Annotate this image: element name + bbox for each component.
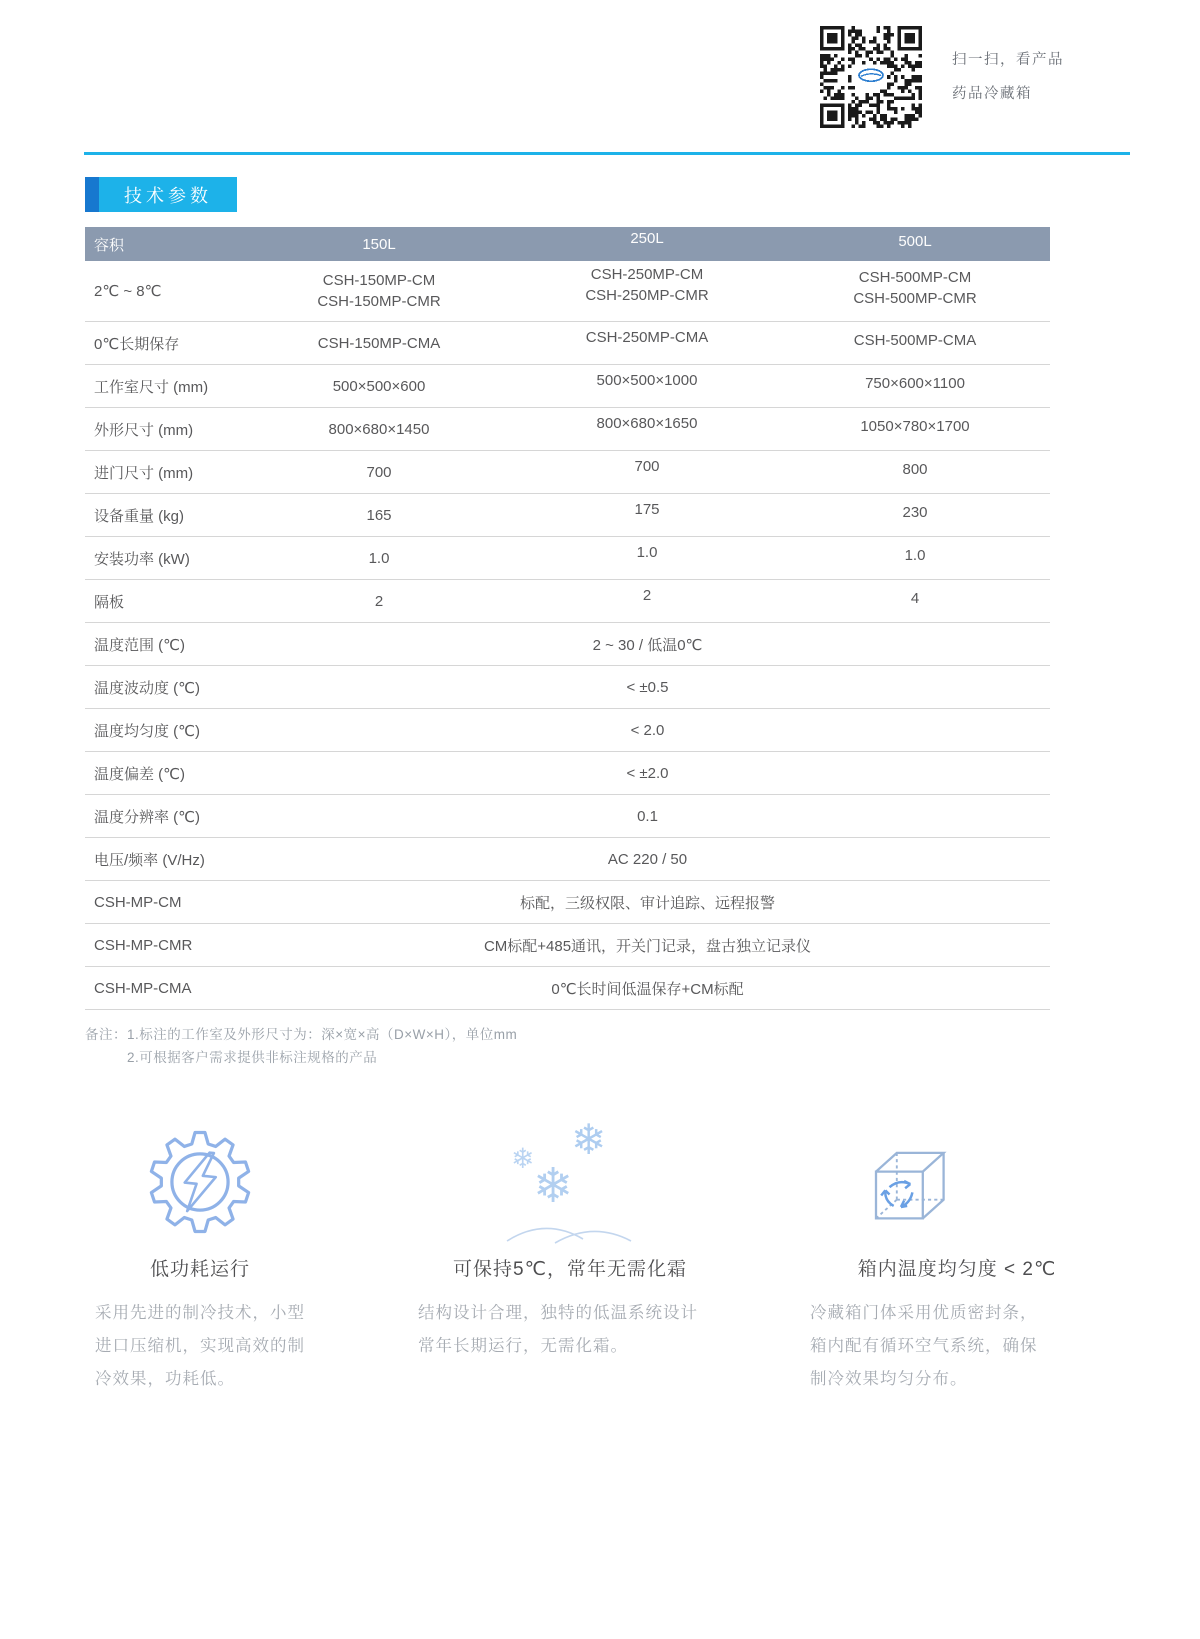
- cell-250l: [513, 264, 781, 306]
- cell-250l: 800×680×1650: [596, 414, 698, 432]
- header-250l: 250L: [630, 229, 664, 247]
- cell-span-value: < ±2.0: [626, 764, 669, 782]
- cell-span-value: < ±0.5: [626, 678, 669, 696]
- notes-lines: [127, 1023, 517, 1069]
- table-row-models: [85, 261, 1050, 322]
- qr-caption-line1: 扫一扫，看产品: [952, 52, 1064, 68]
- feature-title: 可保持5℃，常年无需化霜: [453, 1259, 687, 1280]
- cell-150l: 500×500×600: [332, 377, 426, 395]
- row-label: 温度范围 (℃): [94, 636, 186, 654]
- row-label: 电压/频率 (V/Hz): [94, 851, 205, 869]
- qr-block: [820, 26, 1064, 128]
- table-header-row: [85, 227, 1050, 261]
- snowflake-medium: ❄: [533, 1159, 574, 1213]
- header-volume: 容积: [94, 236, 125, 254]
- row-label: 设备重量 (kg): [94, 507, 185, 525]
- feature-desc-line: 结构设计合理，独特的低温系统设计: [418, 1304, 698, 1322]
- spec-table: [85, 227, 1050, 1010]
- qr-code-icon: [820, 26, 922, 128]
- feature-desc-line: 制冷效果均匀分布。: [810, 1370, 968, 1388]
- cell-500l: 230: [902, 503, 928, 521]
- cell-500l: 800: [902, 460, 928, 478]
- cell-150l: 165: [366, 506, 392, 524]
- row-label: 温度偏差 (℃): [94, 765, 186, 783]
- feature-card-uniformity: [792, 1112, 1122, 1396]
- gear-lightning-icon: [75, 1112, 325, 1252]
- row-label: CSH-MP-CM: [94, 893, 182, 911]
- top-divider-line: [84, 152, 1130, 155]
- table-row: [85, 580, 1050, 623]
- feature-card-no-defrost: [400, 1112, 740, 1363]
- cell-500l: 4: [910, 589, 920, 607]
- row-label: 隔板: [94, 593, 125, 611]
- cell-span-value: 标配，三级权限、审计追踪、远程报警: [519, 894, 775, 912]
- cube-airflow-icon-svg: [850, 1130, 954, 1234]
- feature-desc: [75, 1297, 325, 1396]
- row-label: CSH-MP-CMA: [94, 979, 192, 997]
- cell-span-value: 0℃长时间低温保存+CM标配: [551, 980, 744, 998]
- cell-150l: 2: [374, 592, 384, 610]
- cell-500l: 750×600×1100: [865, 374, 965, 392]
- feature-card-low-power: [75, 1112, 325, 1396]
- note-line-2: 2.可根据客户需求提供非标注规格的产品: [127, 1050, 378, 1065]
- row-label: 温度均匀度 (℃): [94, 722, 201, 740]
- table-row: [85, 838, 1050, 881]
- table-row: [85, 752, 1050, 795]
- table-row: [85, 623, 1050, 666]
- cell-150l: 700: [366, 463, 392, 481]
- cell-span-value: 2 ~ 30 / 低温0℃: [592, 636, 703, 654]
- row-label: 进门尺寸 (mm): [94, 464, 194, 482]
- model-name: CSH-500MP-CM: [858, 269, 972, 286]
- cell-250l: 2: [642, 586, 652, 604]
- note-line-1: 1.标注的工作室及外形尺寸为：深×宽×高（D×W×H），单位mm: [127, 1027, 518, 1042]
- header-150l: 150L: [362, 235, 396, 253]
- snowflakes-icon: [400, 1112, 740, 1252]
- cube-airflow-icon: [792, 1112, 1122, 1252]
- cell-span-value: AC 220 / 50: [607, 850, 688, 868]
- cell-250l: 1.0: [636, 543, 658, 561]
- cell-150l: 800×680×1450: [328, 420, 430, 438]
- table-row: [85, 408, 1050, 451]
- cell-250l: 175: [634, 500, 660, 518]
- cell-500l: [781, 267, 1049, 309]
- table-row: [85, 795, 1050, 838]
- row-label: CSH-MP-CMR: [94, 936, 193, 954]
- cell-500l: CSH-500MP-CMA: [853, 331, 977, 349]
- model-name: CSH-150MP-CM: [322, 272, 436, 289]
- cell-150l: CSH-150MP-CMA: [317, 334, 441, 352]
- table-row: [85, 365, 1050, 408]
- table-row: [85, 666, 1050, 709]
- table-row: [85, 881, 1050, 924]
- row-label: 工作室尺寸 (mm): [94, 378, 209, 396]
- table-row: [85, 494, 1050, 537]
- feature-title: 箱内温度均匀度 < 2℃: [857, 1259, 1057, 1280]
- cell-span-value: CM标配+485通讯，开关门记录，盘古独立记录仪: [483, 937, 812, 955]
- cell-150l: [245, 270, 513, 312]
- model-name: CSH-250MP-CM: [590, 266, 704, 283]
- model-name: CSH-500MP-CMR: [853, 290, 977, 307]
- feature-desc-line: 冷藏箱门体采用优质密封条，: [810, 1304, 1038, 1322]
- cell-500l: 1050×780×1700: [860, 417, 970, 435]
- row-label: 安装功率 (kW): [94, 550, 190, 568]
- snowflakes-icon-art: [505, 1115, 635, 1250]
- cell-250l: 500×500×1000: [596, 371, 698, 389]
- cell-150l: 1.0: [368, 549, 390, 567]
- row-label: 温度波动度 (℃): [94, 679, 201, 697]
- cell-250l: 700: [634, 457, 660, 475]
- notes-prefix: 备注：: [85, 1027, 127, 1042]
- header-500l: 500L: [898, 232, 932, 250]
- snowflake-small: ❄: [511, 1142, 535, 1174]
- row-label: 温度分辨率 (℃): [94, 808, 201, 826]
- feature-desc-line: 采用先进的制冷技术，小型: [95, 1304, 305, 1322]
- row-label: 2℃ ~ 8℃: [94, 283, 162, 300]
- table-row: [85, 709, 1050, 752]
- feature-desc: [400, 1297, 740, 1363]
- table-row: [85, 451, 1050, 494]
- snow-arcs: [505, 1219, 635, 1249]
- feature-desc-line: 进口压缩机，实现高效的制: [95, 1337, 305, 1355]
- table-row: [85, 924, 1050, 967]
- feature-title: 低功耗运行: [149, 1259, 250, 1280]
- feature-desc-line: 箱内配有循环空气系统，确保: [810, 1337, 1038, 1355]
- gear-lightning-icon-svg: [146, 1128, 254, 1236]
- table-row: [85, 322, 1050, 365]
- qr-caption: [952, 26, 1064, 128]
- qr-caption-line2: 药品冷藏箱: [952, 86, 1032, 102]
- section-title-badge: [85, 177, 237, 212]
- row-label: 外形尺寸 (mm): [94, 421, 194, 439]
- feature-desc-line: 常年长期运行，无需化霜。: [418, 1337, 628, 1355]
- feature-desc: [792, 1297, 1122, 1396]
- notes: [85, 1023, 517, 1069]
- cell-500l: 1.0: [904, 546, 926, 564]
- badge-accent-stripe: [85, 177, 99, 212]
- snowflake-large: ❄: [571, 1115, 607, 1163]
- feature-desc-line: 冷效果，功耗低。: [95, 1370, 235, 1388]
- row-label: 0℃长期保存: [94, 335, 180, 353]
- model-name: CSH-250MP-CMR: [585, 287, 709, 304]
- cell-span-value: 0.1: [637, 807, 658, 825]
- cell-250l: CSH-250MP-CMA: [585, 328, 709, 346]
- feature-section: [0, 1112, 1200, 1392]
- table-row: [85, 967, 1050, 1010]
- table-row: [85, 537, 1050, 580]
- model-name: CSH-150MP-CMR: [317, 293, 441, 310]
- cell-span-value: < 2.0: [630, 721, 665, 739]
- section-title: 技术参数: [99, 177, 237, 212]
